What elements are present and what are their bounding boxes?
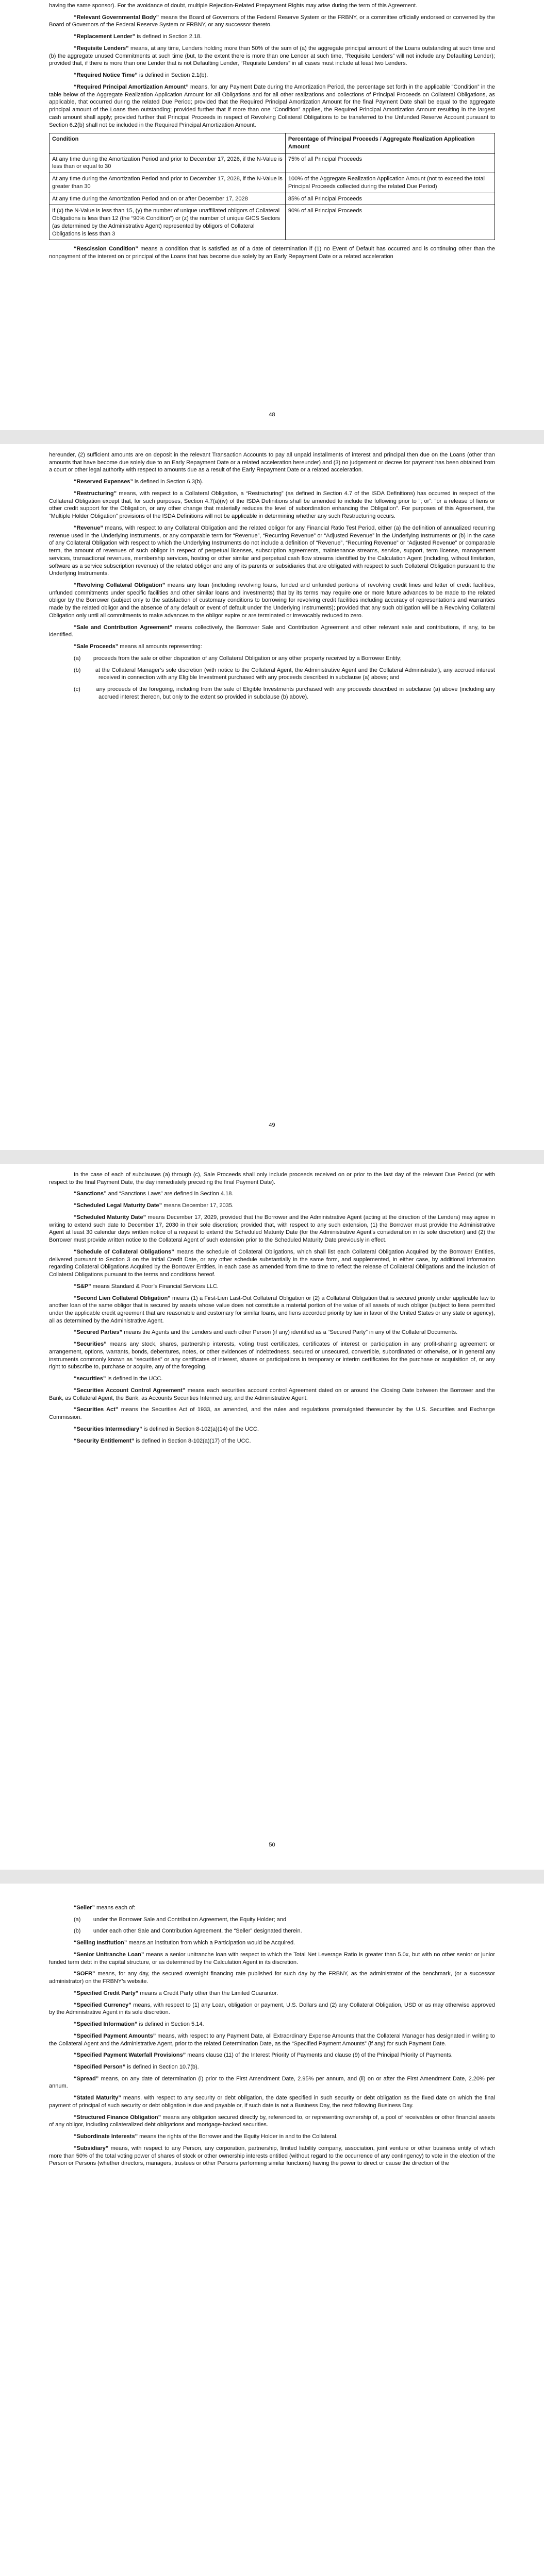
paragraph-text: means clause (11) of the Interest Priority of Payments and clause (9) of the Principal Priority of Payments. <box>186 2052 453 2059</box>
definition-paragraph <box>49 524 495 578</box>
paragraph-text: (b) under each other Sale and Contribution Agreement, the “Seller” designated therein. <box>74 1928 302 1935</box>
definition-paragraph <box>49 643 495 651</box>
paragraph-text: means the Securities Act of 1933, as amended, and the rules and regulations promulgated thereunder by the U.S. Securities and Exchange Commission. <box>49 1406 495 1421</box>
page-number: 48 <box>269 412 275 418</box>
defined-term: “Schedule of Collateral Obligations” <box>74 1248 174 1255</box>
subclause-paragraph <box>74 686 495 701</box>
paragraph-text: is defined in Section 8-102(a)(14) of the UCC. <box>142 1426 259 1432</box>
paragraph-text: (b) at the Collateral Manager’s sole discretion (with notice to the Collateral Agent, the Administrative Agent and the Collateral Administrator), any accrued interest received in connection with any Eligible Investment purchased with any proceeds described in subclause (a) above; and <box>74 667 495 681</box>
defined-term: “Subsidiary” <box>74 2145 109 2151</box>
paragraph-text: (a) proceeds from the sale or other disposition of any Collateral Obligation or any other property received by a Borrower Entity; <box>74 655 402 662</box>
paragraph-text: means a condition that is satisfied as of a date of determination if (1) no Event of Default has occurred and is continuing other than the nonpayment of the interest on or principal of the Loans that has become due solely by an Early Repayment Date or a related acceleration <box>49 246 495 260</box>
defined-term: “Secured Parties” <box>74 1329 123 1336</box>
defined-term: “Seller” <box>74 1905 95 1911</box>
definition-paragraph <box>49 1990 495 1997</box>
definition-paragraph <box>49 1375 495 1383</box>
table-cell-percentage: 85% of all Principal Proceeds <box>285 193 494 205</box>
definition-paragraph <box>49 1387 495 1402</box>
definition-paragraph <box>49 1406 495 1421</box>
paragraph-text: means, with respect to (1) any Loan, obligation or payment, U.S. Dollars and (2) any Collateral Obligation, USD or as may otherwise approved by the Administrative Agent in its sole discretion. <box>49 2002 495 2016</box>
paragraph-text: means all amounts representing: <box>118 643 202 650</box>
definition-paragraph <box>49 1214 495 1244</box>
table-header-row <box>50 133 495 153</box>
defined-term: “Scheduled Maturity Date” <box>74 1214 146 1221</box>
page-body-continued <box>49 245 495 260</box>
defined-term: “Relevant Governmental Body” <box>74 14 159 21</box>
paragraph-text: means the Agents and the Lenders and each other Person (if any) identified as a “Secured Party” in any of the Collateral Documents. <box>122 1329 458 1336</box>
definition-paragraph <box>49 2 495 10</box>
definition-paragraph <box>49 33 495 41</box>
definition-paragraph <box>49 451 495 474</box>
definition-paragraph <box>49 45 495 67</box>
definition-paragraph <box>49 2052 495 2059</box>
page-number: 50 <box>269 1842 275 1849</box>
defined-term: “Stated Maturity” <box>74 2095 121 2102</box>
definition-paragraph <box>49 14 495 29</box>
defined-term: “Reserved Expenses” <box>74 479 133 485</box>
paragraph-text: and “Sanctions Laws” are defined in Section 4.18. <box>106 1191 234 1197</box>
subclause-paragraph <box>74 667 495 682</box>
paragraph-text: means each securities account control Agreement dated on or around the Closing Date between the Borrower and the Bank, as Collateral Agent, the Bank, as Accounts Securities Intermediary, and the Administrative Agent. <box>49 1387 495 1401</box>
defined-term: “Restructuring” <box>74 490 117 497</box>
definition-paragraph <box>49 582 495 620</box>
subclause-paragraph <box>74 1927 495 1935</box>
paragraph-text: means (1) a First-Lien Last-Out Collateral Obligation or (2) a Collateral Obligation that is secured priority under applicable law to another loan of the same obligor that is secured by assets whose value does not constitute a material portion of the value of all assets of such obligor (subject to liens permitted under the applicable credit agreement that are reasonable and customary for similar loans, and liens accorded priority by law in favor of the United States or any state or agency), all as determined by the Administrative Agent. <box>49 1295 495 1324</box>
defined-term: “Revenue” <box>74 524 103 531</box>
definition-paragraph <box>49 245 495 260</box>
definition-paragraph <box>49 2114 495 2129</box>
table-cell-condition: If (x) the N-Value is less than 15, (y) the number of unique unaffiliated obligors of Collateral Obligations is less than 12 (the “90% Condition”) or (z) the number of unique GICS Sectors (as determined by the Administrative Agent) represented by obligors of Collateral Obligations is less than 3 <box>50 205 286 240</box>
definition-paragraph <box>49 1951 495 1966</box>
defined-term: “Structured Finance Obligation” <box>74 2114 161 2121</box>
table-cell-condition: At any time during the Amortization Period and prior to December 17, 2026, if the N-Value is less than or equal to 30 <box>50 153 286 173</box>
table-row <box>50 205 495 240</box>
defined-term: “Second Lien Collateral Obligation” <box>74 1295 171 1301</box>
paragraph-text: means December 17, 2029, provided that the Borrower and the Administrative Agent (acting at the direction of the Lenders) may agree in writing to extend such date to December 17, 2030 in their sole discretion; provided that, with respect to any such extension, (1) the Borrower must provide the Administrative Agent at least 30 calendar days written notice of a request to extend the Scheduled Maturity Date (for the Administrative Agent’s consideration in its sole discretion) and (2) the Borrower must provide written notice to the Collateral Agent of such extension prior to the Scheduled Maturity Date previously in effect. <box>49 1214 496 1244</box>
paragraph-text: is defined in Section 10.7(b). <box>125 2064 199 2071</box>
document-page-48 <box>0 0 544 430</box>
paragraph-text: means, with respect to any Payment Date, all Extraordinary Expense Amounts that the Collateral Manager has designated in writing to the Collateral Agent and the Administrative Agent, prior to the related Determination Date, as the “Specified Payment Amounts” (if any) for such Payment Date. <box>49 2032 495 2047</box>
defined-term: “Specified Payment Waterfall Provisions” <box>74 2052 186 2059</box>
paragraph-text: hereunder, (2) sufficient amounts are on deposit in the relevant Transaction Accounts to pay all unpaid installments of interest and principal then due on the Loans (other than amounts that have become due solely due to an Early Repayment Date or a related acceleration hereunder) and (3) no judgement or decree for payment has been obtained from a court or other legal authority with respect to amounts due as a result of the Early Repayment Date or a related acceleration. <box>49 452 495 473</box>
definition-paragraph <box>49 1190 495 1198</box>
paragraph-text: means any obligation secured directly by, referenced to, or representing ownership of, a pool of receivables or other financial assets of any obligor, including collateralized debt obligations and mortgage-backed securities. <box>49 2114 495 2128</box>
paragraph-text: means, with respect to any Person, any corporation, partnership, limited liability company, association, joint venture or other business entity of which more than 50% of the total voting power of shares of stock or other ownership interests entitled (without regard to the occurrence of any contingency) to vote in the election of the Person or Persons (whether directors, managers, trustees or other Persons performing similar functions) having the power to direct or cause the direction of the <box>49 2145 495 2167</box>
paragraph-text: (a) under the Borrower Sale and Contribution Agreement, the Equity Holder; and <box>74 1916 287 1923</box>
defined-term: “Sale and Contribution Agreement” <box>74 624 173 631</box>
definition-paragraph <box>49 1329 495 1336</box>
defined-term: “Rescission Condition” <box>74 246 138 252</box>
paragraph-text: is defined in Section 2.1(b). <box>137 72 208 79</box>
definition-paragraph <box>49 2133 495 2141</box>
defined-term: “Sanctions” <box>74 1191 107 1197</box>
defined-term: “Required Notice Time” <box>74 72 138 79</box>
definition-paragraph <box>49 2002 495 2016</box>
definition-paragraph <box>49 1426 495 1433</box>
definition-paragraph <box>49 1904 495 1912</box>
table-cell-condition: At any time during the Amortization Period and on or after December 17, 2028 <box>50 193 286 205</box>
paragraph-text: means, with respect to any security or debt obligation, the date specified in such security or debt obligation as the fixed date on which the final payment of principal of such security or debt obligation is due and payable or, if such date is not a Business Day, the next following Business Day. <box>49 2095 495 2109</box>
table-cell-condition: At any time during the Amortization Period and prior to December 17, 2028, if the N-Value is greater than 30 <box>50 173 286 193</box>
table-row <box>50 193 495 205</box>
subclause-paragraph <box>74 655 495 663</box>
defined-term: “Specified Currency” <box>74 2002 131 2008</box>
defined-term: “Sale Proceeds” <box>74 643 119 650</box>
defined-term: “Securities Account Control Agreement” <box>74 1387 186 1394</box>
paragraph-text: means December 17, 2035. <box>162 1202 234 1209</box>
paragraph-text: means the schedule of Collateral Obligations, which shall list each Collateral Obligation Acquired by the Borrower Entities, delivered pursuant to Section 3 on the Initial Credit Date, or any other schedule substantially in the same form, and supplemented, in either case, by additional information regarding Collateral Obligations Acquired by the Borrower Entities, in each case as amended from time to time to reflect the release of Collateral Obligations and the inclusion of Collateral Obligations pursuant to the terms and conditions hereof. <box>49 1248 495 1278</box>
defined-term: “Spread” <box>74 2075 99 2082</box>
defined-term: “Required Principal Amortization Amount” <box>74 83 189 90</box>
paragraph-text: means, for any day, the secured overnight financing rate published for such day by the FRBNY, as the administrator of the benchmark, (or a successor administrator) on the FRBNY’s website. <box>49 1971 495 1985</box>
paragraph-text: means, at any time, Lenders holding more than 50% of the sum of (a) the aggregate principal amount of the Loans outstanding at such time and (b) the aggregate unused Commitments at such time (but, to the extent there is more than one Lender at such time, “Requisite Lenders” will not include any Defaulting Lender); provided that, if there is more than one Lender that is not Defaulting Lender, “Requisite Lenders” in all cases must include at least two Lenders. <box>49 45 495 67</box>
page-body <box>49 0 495 129</box>
page-body <box>49 1884 495 2167</box>
page-number: 49 <box>269 1122 275 1129</box>
paragraph-text: is defined in Section 5.14. <box>137 2021 204 2028</box>
document-page-49 <box>0 444 544 1150</box>
paragraph-text: means collectively, the Borrower Sale and Contribution Agreement and other relevant sale and contributions, if any, to be identified. <box>49 624 495 638</box>
defined-term: “Specified Person” <box>74 2064 126 2071</box>
defined-term: “Requisite Lenders” <box>74 45 129 52</box>
page-body <box>49 444 495 701</box>
definition-paragraph <box>49 1283 495 1291</box>
definition-paragraph <box>49 1970 495 1985</box>
defined-term: “Revolving Collateral Obligation” <box>74 582 166 589</box>
defined-term: “securities” <box>74 1376 106 1382</box>
paragraph-text: means the Board of Governors of the Federal Reserve System or the FRBNY, or a committee officially endorsed or convened by the Board of Governors of the Federal Reserve System or FRBNY, or any successor thereto. <box>49 14 495 28</box>
table-header-percentage: Percentage of Principal Proceeds / Aggregate Realization Application Amount <box>285 133 494 153</box>
table-header-condition: Condition <box>50 133 286 153</box>
paragraph-text: means, with respect to a Collateral Obligation, a “Restructuring” (as defined in Section 4.7 of the ISDA Definitions) has occurred in respect of the Collateral Obligation except that, for such purposes, Section 4.7(a)(iv) of the ISDA Definitions shall be amended to include the following prior to “; or”: “or a release of liens or other credit support for the Obligation, or any other change that materially reduces the level of subordination enhancing the Obligation”. For purposes of this Agreement, the “Multiple Holder Obligation” provisions of the ISDA Definitions will not be applicable in determining whether any such Restructuring occurs. <box>49 490 495 520</box>
principal-amortization-table <box>49 133 495 240</box>
paragraph-text: is defined in Section 6.3(b). <box>133 479 204 485</box>
defined-term: “Securities Act” <box>74 1406 119 1413</box>
definition-paragraph <box>49 1939 495 1947</box>
paragraph-text: means Standard & Poor’s Financial Services LLC. <box>91 1283 219 1290</box>
defined-term: “Senior Unitranche Loan” <box>74 1951 144 1958</box>
paragraph-text: is defined in Section 8-102(a)(17) of the UCC. <box>134 1437 251 1444</box>
table-row <box>50 153 495 173</box>
table-row <box>50 173 495 193</box>
definition-paragraph <box>49 2094 495 2109</box>
defined-term: “SOFR” <box>74 1971 95 1977</box>
defined-term: “Securities Intermediary” <box>74 1426 142 1432</box>
paragraph-text: is defined in Section 2.18. <box>135 33 202 40</box>
definition-paragraph <box>49 478 495 486</box>
defined-term: “Replacement Lender” <box>74 33 136 40</box>
definition-paragraph <box>49 83 495 129</box>
paragraph-text: means, for any Payment Date during the Amortization Period, the percentage set forth in the applicable “Condition” in the table below of the Aggregate Realization Application Amount for all Obligations and for all other realizations and collections of Principal Proceeds on Collateral Obligations, as applicable, that occurred during the related Due Period; provided that the Required Principal Amortization Amount for the final Payment Date shall be equal to the aggregate principal amount of the Loans then outstanding; provided further that if more than one “Condition” applies, the Required Principal Amortization Amount resulting in the largest cash amount shall apply; provided further that Principal Proceeds in respect of Revolving Collateral Obligations to be transferred to the Unfunded Reserve Account pursuant to Section 6.2(b) shall not be included in the Required Principal Amortization Amount. <box>49 83 495 128</box>
table-cell-percentage: 90% of all Principal Proceeds <box>285 205 494 240</box>
definition-paragraph <box>49 2075 495 2090</box>
paragraph-text: means, on any date of determination (i) prior to the First Amendment Date, 2.95% per annum, and (ii) on or after the First Amendment Date, 2.20% per annum. <box>49 2075 495 2090</box>
paragraph-text: means a senior unitranche loan with respect to which the Total Net Leverage Ratio is greater than 5.0x, but with no other senior or junior funded term debt in the capital structure, or as determined by the Calculation Agent in its discretion. <box>49 1951 495 1965</box>
paragraph-text: is defined in the UCC. <box>106 1376 163 1382</box>
table-cell-percentage: 75% of all Principal Proceeds <box>285 153 494 173</box>
paragraph-text: having the same sponsor). For the avoidance of doubt, multiple Rejection-Related Prepayment Rights may arise during the term of this Agreement. <box>49 3 418 9</box>
subclause-paragraph <box>74 1916 495 1924</box>
definition-paragraph <box>49 490 495 520</box>
defined-term: “Security Entitlement” <box>74 1437 135 1444</box>
definition-paragraph <box>49 1248 495 1279</box>
document-page-51 <box>0 1884 544 2576</box>
defined-term: “Specified Payment Amounts” <box>74 2032 156 2039</box>
paragraph-text: means any stock, shares, partnership interests, voting trust certificates, certificates of interest or participation in any profit-sharing agreement or arrangement, options, warrants, bonds, debentures, notes, or other evidences of indebtedness, secured or unsecured, convertible, subordinated or otherwise, or in general any instruments commonly known as “securities” or any certificates of interest, shares or participations in temporary or interim certificates for the purchase or acquisition of, or any right to subscribe to, purchase or acquire, any of the foregoing. <box>49 1341 495 1370</box>
page-body <box>49 1164 495 1445</box>
definition-paragraph <box>49 2032 495 2047</box>
definition-paragraph <box>49 2063 495 2071</box>
defined-term: “Specified Information” <box>74 2021 138 2028</box>
definition-paragraph <box>49 1171 495 1186</box>
defined-term: “Specified Credit Party” <box>74 1990 139 1996</box>
defined-term: “Subordinate Interests” <box>74 2133 138 2140</box>
definition-paragraph <box>49 1341 495 1371</box>
paragraph-text: means the rights of the Borrower and the Equity Holder in and to the Collateral. <box>138 2133 338 2140</box>
defined-term: “Selling Institution” <box>74 1940 127 1946</box>
defined-term: “Scheduled Legal Maturity Date” <box>74 1202 162 1209</box>
defined-term: “Securities” <box>74 1341 107 1348</box>
definition-paragraph <box>49 1202 495 1210</box>
document-page-50 <box>0 1164 544 1870</box>
definition-paragraph <box>49 1437 495 1445</box>
paragraph-text: means any loan (including revolving loans, funded and unfunded portions of revolving credit lines and letter of credit facilities, unfunded commitments under specific facilities and other similar loans and investments) that by its terms may require one or more future advances to be made to the related obligor by the Borrower (subject only to the satisfaction of customary conditions to borrowing for revolving credit facilities including accuracy of representations and warranties made by the related obligor and the absence of any default or event of default under the Underlying Instruments); provided that any such obligation will be a Revolving Collateral Obligation only until all commitments to make advances to the obligor expire or are terminated or irrevocably reduced to zero. <box>49 582 495 619</box>
paragraph-text: means each of: <box>94 1905 136 1911</box>
paragraph-text: In the case of each of subclauses (a) through (c), Sale Proceeds shall only include proceeds received on or prior to the last day of the relevant Due Period (or with respect to the final Payment Date, the day immediately preceding the final Payment Date). <box>49 1172 495 1185</box>
paragraph-text: (c) any proceeds of the foregoing, including from the sale of Eligible Investments purchased with any proceeds described in subclause (a) above (including any accrued interest thereon, but only to the extent so provided in subclause (b) above). <box>74 686 495 700</box>
definition-paragraph <box>49 1295 495 1325</box>
defined-term: “S&P” <box>74 1283 91 1290</box>
definition-paragraph <box>49 624 495 639</box>
definition-paragraph <box>49 72 495 79</box>
definition-paragraph <box>49 2021 495 2028</box>
table-cell-percentage: 100% of the Aggregate Realization Application Amount (not to exceed the total Principal Proceeds collected during the related Due Period) <box>285 173 494 193</box>
paragraph-text: means an institution from which a Participation would be Acquired. <box>127 1940 295 1946</box>
paragraph-text: means, with respect to any Collateral Obligation and the related obligor for any Financial Ratio Test Period, either (a) the definition of annualized recurring revenue used in the Underlying Instruments, or any comparable term for “Revenue”, “Recurring Revenue” or “Adjusted Revenue” in the Underlying Instruments or (b) in the case of any Collateral Obligation with respect to which the Underlying Instruments do not include a definition of “Revenue”, “Recurring Revenue” or “Adjusted Revenue” or comparable term, the amount of revenues of such obligor in respect of perpetual licenses, subscription agreements, maintenance streams, service, support, term license, management services, transactional revenues, membership services, hosting or other similar and perpetual cash flow streams identified by the Calculation Agent (including, without limitation, software as a service subscription revenue) of the related obligor and any of its parents or subsidiaries that are obligated with respect to such Collateral Obligation pursuant to the Underlying Instruments. <box>49 524 495 577</box>
definition-paragraph <box>49 2145 495 2167</box>
paragraph-text: means a Credit Party other than the Limited Guarantor. <box>138 1990 278 1996</box>
